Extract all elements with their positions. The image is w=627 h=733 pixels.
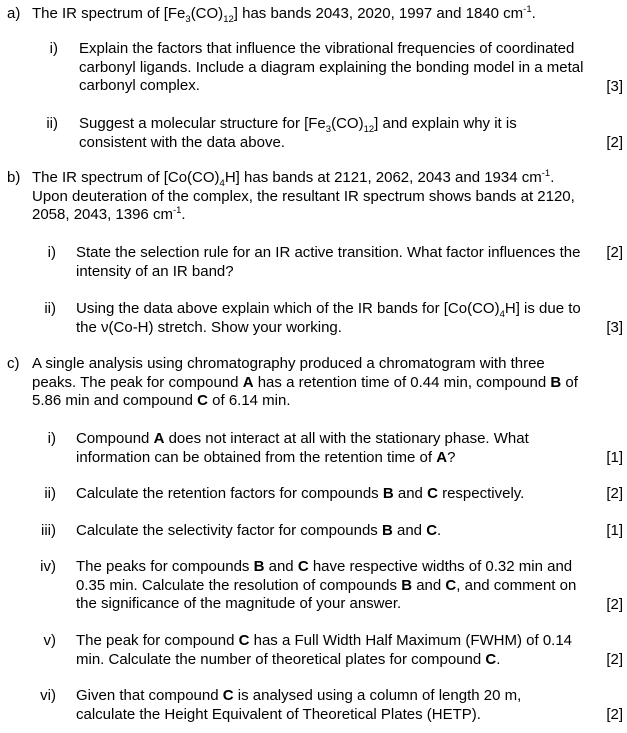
- question-text: Given that compound C is analysed using a column of length 20 m, calculate the Height Equivalent of Theoretical Plates (HETP).: [76, 687, 522, 723]
- question-c-i: [0, 430, 627, 468]
- question-a-stem: The IR spectrum of $[Fe_3(CO)_{12}]$ has bands 2043, 2020, 1997 and 1840 $cm^{-1}$.: [32, 4, 536, 25]
- question-text: Explain the factors that influence the vibrational frequencies of coordinated carbonyl ligands. Include a diagram explaining the bonding model in a metal carbonyl complex.: [79, 40, 584, 94]
- question-number: iii): [41, 522, 56, 539]
- question-c-iii: [0, 522, 627, 541]
- question-a: [7, 5, 617, 24]
- marks-badge: [1]: [606, 449, 623, 466]
- question-c-iv: [0, 558, 627, 614]
- question-text: Calculate the retention factors for compounds B and C respectively.: [76, 485, 525, 502]
- question-b-ii: [0, 300, 627, 338]
- marks-badge: [1]: [606, 522, 623, 539]
- marks-badge: [2]: [606, 134, 623, 151]
- marks-badge: [3]: [606, 319, 623, 336]
- marks-badge: [2]: [606, 651, 623, 668]
- question-text: Using the data above explain which of the IR bands for $[Co(CO)_4H]$ is due to the ν(Co-H) stretch. Show your working.: [76, 300, 581, 336]
- question-a-ii: [0, 115, 627, 153]
- question-number: ii): [46, 115, 58, 132]
- question-b-stem: The IR spectrum of $[Co(CO)_4H]$ has bands at 2121, 2062, 2043 and 1934 $cm^{-1}$. Upon deuteration of the complex, the resultant IR spectrum shows bands at 2120, 2058, 2043, 1396 $cm^{-1}$.: [32, 168, 575, 223]
- question-c-v: [0, 632, 627, 670]
- question-text: Suggest a molecular structure for $[Fe_3(CO)_{12}]$ and explain why it is consistent with the data above.: [79, 115, 517, 151]
- question-c-ii: [0, 485, 627, 504]
- question-number: ii): [44, 300, 56, 317]
- question-c-vi: [0, 687, 627, 725]
- question-a-i: [0, 40, 627, 96]
- question-text: Compound A does not interact at all with the stationary phase. What information can be obtained from the retention time of A?: [76, 430, 529, 466]
- question-number: i): [47, 244, 56, 261]
- marks-badge: [3]: [606, 78, 623, 95]
- question-c: [7, 355, 617, 411]
- question-number: ii): [44, 485, 56, 502]
- question-text: State the selection rule for an IR active transition. What factor influences the intensity of an IR band?: [76, 244, 581, 280]
- question-c-stem: A single analysis using chromatography produced a chromatogram with three peaks. The peak for compound A has a retention time of 0.44 min, compound B of 5.86 min and compound C of 6.14 min.: [32, 355, 578, 409]
- question-text: The peaks for compounds B and C have respective widths of 0.32 min and 0.35 min. Calculate the resolution of compounds B and C, and comment on the significance of the magnitude of your answer.: [76, 558, 577, 612]
- question-b: [7, 169, 617, 225]
- question-text: The peak for compound C has a Full Width Half Maximum (FWHM) of 0.14 min. Calculate the number of theoretical plates for compound C.: [76, 632, 573, 668]
- question-text: Calculate the selectivity factor for compounds B and C.: [76, 522, 442, 539]
- question-number: i): [49, 40, 58, 57]
- question-b-i: [0, 244, 627, 282]
- question-number: vi): [40, 687, 56, 704]
- question-b-label: b): [7, 169, 21, 186]
- marks-badge: [2]: [606, 485, 623, 502]
- question-number: i): [47, 430, 56, 447]
- marks-badge: [2]: [606, 244, 623, 261]
- marks-badge: [2]: [606, 596, 623, 613]
- question-c-label: c): [7, 355, 20, 372]
- question-a-label: a): [7, 5, 21, 22]
- marks-badge: [2]: [606, 706, 623, 723]
- question-number: iv): [40, 558, 56, 575]
- question-number: v): [43, 632, 56, 649]
